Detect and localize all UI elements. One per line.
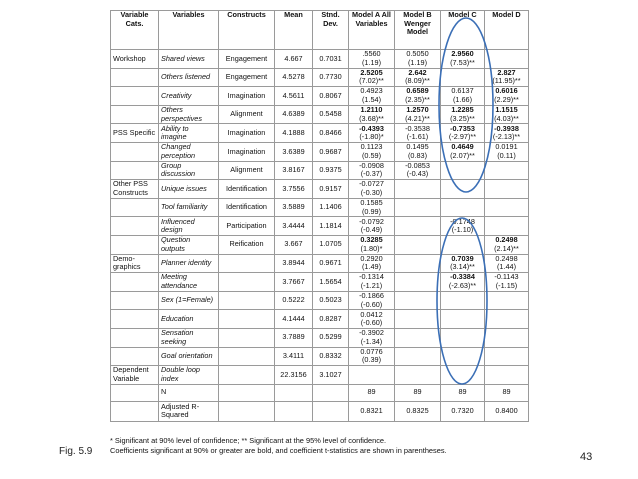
std-dev-cell: 0.7031	[313, 50, 349, 69]
mean-cell: 3.7889	[275, 328, 313, 347]
variable-category-cell	[111, 87, 159, 106]
model-c-cell	[441, 347, 485, 366]
table-row	[111, 328, 529, 347]
model-c-cell	[441, 180, 485, 199]
empty-cell	[275, 401, 313, 421]
empty-cell	[275, 384, 313, 401]
model-b-cell	[395, 217, 441, 236]
model-a-cell	[349, 124, 395, 143]
model-a-cell	[349, 161, 395, 180]
coefficient: 0.6016	[495, 86, 518, 96]
model-a-cell	[349, 87, 395, 106]
model-d-cell	[485, 50, 529, 69]
t-statistic: (1.80)*	[360, 243, 383, 253]
mean-cell: 4.1888	[275, 124, 313, 143]
r2-value-cell: 0.8325	[395, 401, 441, 421]
table-row	[111, 291, 529, 310]
header-cell: Model B Wenger Model	[395, 11, 441, 50]
model-d-cell	[485, 105, 529, 124]
model-d-cell	[485, 161, 529, 180]
model-b-cell	[395, 68, 441, 87]
variable-category-cell	[111, 142, 159, 161]
construct-cell: Imagination	[219, 124, 275, 143]
construct-cell	[219, 310, 275, 329]
t-statistic: (-0.60)	[360, 299, 383, 309]
figure-label: Fig. 5.9	[59, 446, 93, 457]
coefficient: 0.0191	[495, 142, 518, 152]
t-statistic: (-1.61)	[406, 132, 429, 142]
std-dev-cell: 0.5458	[313, 105, 349, 124]
table-row	[111, 87, 529, 106]
variable-name-cell: Group discussion	[159, 161, 219, 180]
mean-cell: 3.8167	[275, 161, 313, 180]
coefficient: 1.1515	[495, 105, 518, 115]
t-statistic: (4.21)**	[405, 113, 430, 123]
model-c-cell	[441, 310, 485, 329]
variable-category-cell	[111, 105, 159, 124]
t-statistic: (-1.80)*	[359, 132, 384, 142]
model-c-cell	[441, 105, 485, 124]
header-cell: Variable Cats.	[111, 11, 159, 50]
coefficient: -0.0853	[405, 161, 430, 170]
std-dev-cell: 0.5023	[313, 291, 349, 310]
variable-category-cell	[111, 198, 159, 217]
t-statistic: (-2.13)**	[492, 132, 521, 142]
empty-cell	[219, 401, 275, 421]
model-b-cell	[395, 366, 441, 385]
model-d-cell	[485, 87, 529, 106]
variable-name-cell: Tool familiarity	[159, 198, 219, 217]
mean-cell: 3.4444	[275, 217, 313, 236]
model-a-cell	[349, 235, 395, 254]
model-b-cell	[395, 180, 441, 199]
model-b-cell	[395, 328, 441, 347]
construct-cell: Alignment	[219, 105, 275, 124]
std-dev-cell: 0.7730	[313, 68, 349, 87]
table-row	[111, 180, 529, 199]
t-statistic: (3.14)**	[450, 262, 475, 272]
model-d-cell	[485, 217, 529, 236]
construct-cell: Engagement	[219, 68, 275, 87]
model-a-cell	[349, 142, 395, 161]
model-a-cell	[349, 328, 395, 347]
model-b-cell	[395, 347, 441, 366]
model-b-cell	[395, 105, 441, 124]
empty-cell	[313, 384, 349, 401]
variable-name-cell: Education	[159, 310, 219, 329]
t-statistic: (-2.97)**	[448, 132, 477, 142]
coefficient: -0.1143	[494, 272, 519, 282]
variable-name-cell: Ability to imagine	[159, 124, 219, 143]
mean-cell: 4.6389	[275, 105, 313, 124]
t-statistic: (0.99)	[361, 206, 382, 216]
table-row	[111, 105, 529, 124]
mean-cell: 3.6389	[275, 142, 313, 161]
coefficient: 0.7039	[451, 254, 474, 263]
t-statistic: (0.39)	[361, 355, 382, 365]
construct-cell	[219, 328, 275, 347]
mean-cell: 3.8944	[275, 254, 313, 273]
model-b-cell	[395, 235, 441, 254]
header-cell: Model A All Variables	[349, 11, 395, 50]
model-b-cell	[395, 310, 441, 329]
t-statistic: (-0.49)	[360, 225, 383, 235]
model-c-cell	[441, 50, 485, 69]
model-c-cell	[441, 68, 485, 87]
mean-cell: 22.3156	[275, 366, 313, 385]
table-row	[111, 217, 529, 236]
table-row	[111, 198, 529, 217]
std-dev-cell: 0.8332	[313, 347, 349, 366]
construct-cell	[219, 366, 275, 385]
coefficient: -0.4393	[359, 123, 384, 133]
model-c-cell	[441, 328, 485, 347]
coefficient: 2.827	[497, 68, 516, 77]
table-row	[111, 142, 529, 161]
coefficient: -0.7353	[450, 123, 475, 133]
table-row	[111, 366, 529, 385]
coefficient: 0.4923	[360, 86, 383, 96]
n-value-cell: 89	[441, 384, 485, 401]
model-c-cell	[441, 142, 485, 161]
model-a-cell	[349, 347, 395, 366]
t-statistic: (7.02)**	[359, 76, 384, 86]
variable-name-cell: Question outputs	[159, 235, 219, 254]
variable-category-cell	[111, 291, 159, 310]
coefficient: 0.0776	[360, 347, 383, 356]
std-dev-cell: 0.8067	[313, 87, 349, 106]
variable-category-cell	[111, 328, 159, 347]
t-statistic: (-0.30)	[360, 187, 383, 197]
model-a-cell	[349, 291, 395, 310]
variable-name-cell: Planner identity	[159, 254, 219, 273]
construct-cell	[219, 291, 275, 310]
construct-cell: Engagement	[219, 50, 275, 69]
model-c-cell	[441, 273, 485, 292]
t-statistic: (2.29)**	[494, 94, 519, 104]
t-statistic: (-2.63)**	[448, 280, 477, 290]
model-c-cell	[441, 87, 485, 106]
table-body	[111, 50, 529, 422]
std-dev-cell: 0.9671	[313, 254, 349, 273]
model-c-cell	[441, 235, 485, 254]
coefficient: -0.3384	[450, 272, 475, 282]
variable-category-cell: Other PSS Constructs	[111, 180, 159, 199]
coefficient: 0.2498	[495, 235, 518, 245]
model-d-cell	[485, 142, 529, 161]
std-dev-cell: 1.0705	[313, 235, 349, 254]
mean-cell: 4.667	[275, 50, 313, 69]
std-dev-cell: 0.9157	[313, 180, 349, 199]
coefficient: .5560	[362, 49, 381, 59]
t-statistic: (2.14)**	[494, 243, 519, 253]
variable-category-cell	[111, 235, 159, 254]
mean-cell: 0.5222	[275, 291, 313, 310]
t-statistic: (1.19)	[407, 57, 428, 67]
coefficient: 0.6137	[451, 86, 474, 96]
coefficient: 0.2920	[360, 254, 383, 263]
variable-category-cell	[111, 68, 159, 87]
model-d-cell	[485, 180, 529, 199]
std-dev-cell: 0.8287	[313, 310, 349, 329]
mean-cell: 3.7667	[275, 273, 313, 292]
t-statistic: (-0.60)	[360, 318, 383, 328]
construct-cell: Identification	[219, 198, 275, 217]
mean-cell: 3.667	[275, 235, 313, 254]
t-statistic: (3.68)**	[359, 113, 384, 123]
variable-category-cell	[111, 401, 159, 421]
model-b-cell	[395, 50, 441, 69]
coefficient: 0.1585	[360, 198, 383, 208]
std-dev-cell: 1.1406	[313, 198, 349, 217]
t-statistic: (-1.15)	[495, 280, 518, 290]
table-row	[111, 347, 529, 366]
mean-cell: 4.1444	[275, 310, 313, 329]
empty-cell	[219, 384, 275, 401]
std-dev-cell: 1.5654	[313, 273, 349, 292]
model-b-cell	[395, 198, 441, 217]
adjusted-r-squared-row	[111, 401, 529, 421]
model-b-cell	[395, 254, 441, 273]
coefficient: -0.3938	[494, 123, 519, 133]
construct-cell: Reification	[219, 235, 275, 254]
empty-cell	[313, 401, 349, 421]
coefficient: -0.0792	[359, 216, 384, 226]
model-d-cell	[485, 328, 529, 347]
model-d-cell	[485, 273, 529, 292]
mean-cell: 4.5611	[275, 87, 313, 106]
coefficient: -0.3538	[405, 123, 430, 133]
r2-value-cell: 0.8321	[349, 401, 395, 421]
coefficient: 1.2570	[406, 105, 429, 115]
model-c-cell	[441, 366, 485, 385]
model-a-cell	[349, 310, 395, 329]
header-row	[111, 11, 529, 50]
variable-name-cell: Unique issues	[159, 180, 219, 199]
n-label-cell: N	[159, 384, 219, 401]
coefficient: 0.6589	[406, 86, 429, 96]
model-d-cell	[485, 124, 529, 143]
model-c-cell	[441, 161, 485, 180]
mean-cell: 3.4111	[275, 347, 313, 366]
std-dev-cell: 0.8466	[313, 124, 349, 143]
std-dev-cell: 1.1814	[313, 217, 349, 236]
variable-name-cell: Others listened	[159, 68, 219, 87]
variable-name-cell: Others perspectives	[159, 105, 219, 124]
footnote-line: Coefficients significant at 90% or greater are bold, and coefficient t-statistics are shown in parentheses.	[110, 445, 447, 455]
header-cell: Stnd. Dev.	[313, 11, 349, 50]
coefficient: 0.2498	[495, 254, 518, 263]
variable-name-cell: Shared views	[159, 50, 219, 69]
t-statistic: (1.44)	[496, 262, 517, 272]
table-row	[111, 50, 529, 69]
coefficient: -0.1314	[359, 272, 384, 282]
construct-cell: Participation	[219, 217, 275, 236]
coefficient: -0.0727	[359, 179, 384, 189]
n-value-cell: 89	[349, 384, 395, 401]
mean-cell: 3.5889	[275, 198, 313, 217]
construct-cell	[219, 254, 275, 273]
model-d-cell	[485, 347, 529, 366]
model-b-cell	[395, 87, 441, 106]
header-cell: Mean	[275, 11, 313, 50]
coefficient: 0.1123	[360, 142, 383, 152]
mean-cell: 4.5278	[275, 68, 313, 87]
construct-cell: Alignment	[219, 161, 275, 180]
coefficient: 2.9560	[451, 49, 474, 59]
model-d-cell	[485, 198, 529, 217]
variable-name-cell: Meeting attendance	[159, 273, 219, 292]
page-number: 43	[580, 451, 593, 463]
model-a-cell	[349, 198, 395, 217]
variable-category-cell	[111, 161, 159, 180]
t-statistic: (-1.10)	[451, 225, 474, 235]
table-row	[111, 161, 529, 180]
model-b-cell	[395, 142, 441, 161]
construct-cell	[219, 273, 275, 292]
model-d-cell	[485, 235, 529, 254]
variable-category-cell	[111, 310, 159, 329]
variable-name-cell: Changed perception	[159, 142, 219, 161]
t-statistic: (0.83)	[407, 150, 428, 160]
model-a-cell	[349, 105, 395, 124]
construct-cell: Imagination	[219, 142, 275, 161]
model-a-cell	[349, 366, 395, 385]
model-a-cell	[349, 180, 395, 199]
variable-category-cell	[111, 347, 159, 366]
t-statistic: (-0.37)	[360, 169, 383, 179]
variable-category-cell	[111, 384, 159, 401]
t-statistic: (3.25)**	[450, 113, 475, 123]
model-d-cell	[485, 291, 529, 310]
table-row	[111, 254, 529, 273]
t-statistic: (1.66)	[452, 94, 473, 104]
construct-cell	[219, 347, 275, 366]
variable-category-cell: Workshop	[111, 50, 159, 69]
variable-name-cell: Goal orientation	[159, 347, 219, 366]
t-statistic: (7.53)**	[450, 57, 475, 67]
coefficient: 0.4649	[451, 142, 474, 152]
variable-name-cell: Sensation seeking	[159, 328, 219, 347]
table-row	[111, 124, 529, 143]
model-d-cell	[485, 366, 529, 385]
coefficient: -0.1748	[450, 216, 475, 226]
table-row	[111, 235, 529, 254]
model-c-cell	[441, 198, 485, 217]
std-dev-cell: 0.9375	[313, 161, 349, 180]
coefficient: -0.3902	[359, 328, 384, 338]
table-footnote	[110, 436, 530, 455]
t-statistic: (2.07)**	[450, 150, 475, 160]
coefficient: 1.2285	[451, 105, 474, 115]
coefficient: 0.1495	[406, 142, 429, 152]
regression-table	[110, 10, 529, 422]
t-statistic: (-1.21)	[360, 280, 383, 290]
model-b-cell	[395, 161, 441, 180]
header-cell: Variables	[159, 11, 219, 50]
coefficient: 2.642	[408, 68, 427, 77]
t-statistic: (-1.34)	[360, 336, 383, 346]
variable-category-cell: Dependent Variable	[111, 366, 159, 385]
variable-name-cell: Creativity	[159, 87, 219, 106]
t-statistic: (2.35)**	[405, 94, 430, 104]
variable-category-cell	[111, 273, 159, 292]
header-cell: Model C	[441, 11, 485, 50]
variable-name-cell: Influenced design	[159, 217, 219, 236]
construct-cell: Imagination	[219, 87, 275, 106]
variable-category-cell	[111, 217, 159, 236]
table-row	[111, 68, 529, 87]
coefficient: 0.0412	[360, 309, 383, 319]
model-d-cell	[485, 310, 529, 329]
t-statistic: (1.54)	[361, 94, 382, 104]
coefficient: 0.3285	[360, 235, 383, 245]
variable-category-cell: Demo-graphics	[111, 254, 159, 273]
table-row	[111, 310, 529, 329]
std-dev-cell: 0.9687	[313, 142, 349, 161]
r2-value-cell: 0.7320	[441, 401, 485, 421]
variable-name-cell: Double loop index	[159, 366, 219, 385]
model-d-cell	[485, 68, 529, 87]
n-value-cell: 89	[485, 384, 529, 401]
t-statistic: (8.09)**	[405, 76, 430, 86]
t-statistic: (0.11)	[497, 150, 516, 160]
model-c-cell	[441, 254, 485, 273]
variable-name-cell: Sex (1=Female)	[159, 291, 219, 310]
coefficient: -0.1866	[359, 291, 384, 301]
model-a-cell	[349, 273, 395, 292]
t-statistic: (1.19)	[361, 57, 382, 67]
model-b-cell	[395, 124, 441, 143]
t-statistic: (4.03)**	[494, 113, 519, 123]
coefficient: 2.5205	[360, 68, 383, 77]
model-a-cell	[349, 50, 395, 69]
model-b-cell	[395, 291, 441, 310]
coefficient: 0.5050	[406, 49, 429, 59]
coefficient: 1.2110	[360, 105, 383, 115]
model-d-cell	[485, 254, 529, 273]
model-a-cell	[349, 217, 395, 236]
r2-label-cell: Adjusted R-Squared	[159, 401, 219, 421]
header-cell: Constructs	[219, 11, 275, 50]
table-row	[111, 273, 529, 292]
model-a-cell	[349, 68, 395, 87]
std-dev-cell: 0.5299	[313, 328, 349, 347]
model-c-cell	[441, 124, 485, 143]
construct-cell: Identification	[219, 180, 275, 199]
t-statistic: (-0.43)	[406, 169, 429, 179]
mean-cell: 3.7556	[275, 180, 313, 199]
model-c-cell	[441, 291, 485, 310]
model-c-cell	[441, 217, 485, 236]
n-row	[111, 384, 529, 401]
t-statistic: (11.95)**	[492, 76, 521, 86]
model-b-cell	[395, 273, 441, 292]
variable-category-cell: PSS Specific	[111, 124, 159, 143]
r2-value-cell: 0.8400	[485, 401, 529, 421]
t-statistic: (0.59)	[361, 150, 382, 160]
coefficient: -0.0908	[359, 161, 384, 170]
header-cell: Model D	[485, 11, 529, 50]
n-value-cell: 89	[395, 384, 441, 401]
t-statistic: (1.49)	[361, 262, 382, 272]
footnote-line: * Significant at 90% level of confidence; ** Significant at the 95% level of confidence.	[110, 436, 387, 445]
model-a-cell	[349, 254, 395, 273]
std-dev-cell: 3.1027	[313, 366, 349, 385]
